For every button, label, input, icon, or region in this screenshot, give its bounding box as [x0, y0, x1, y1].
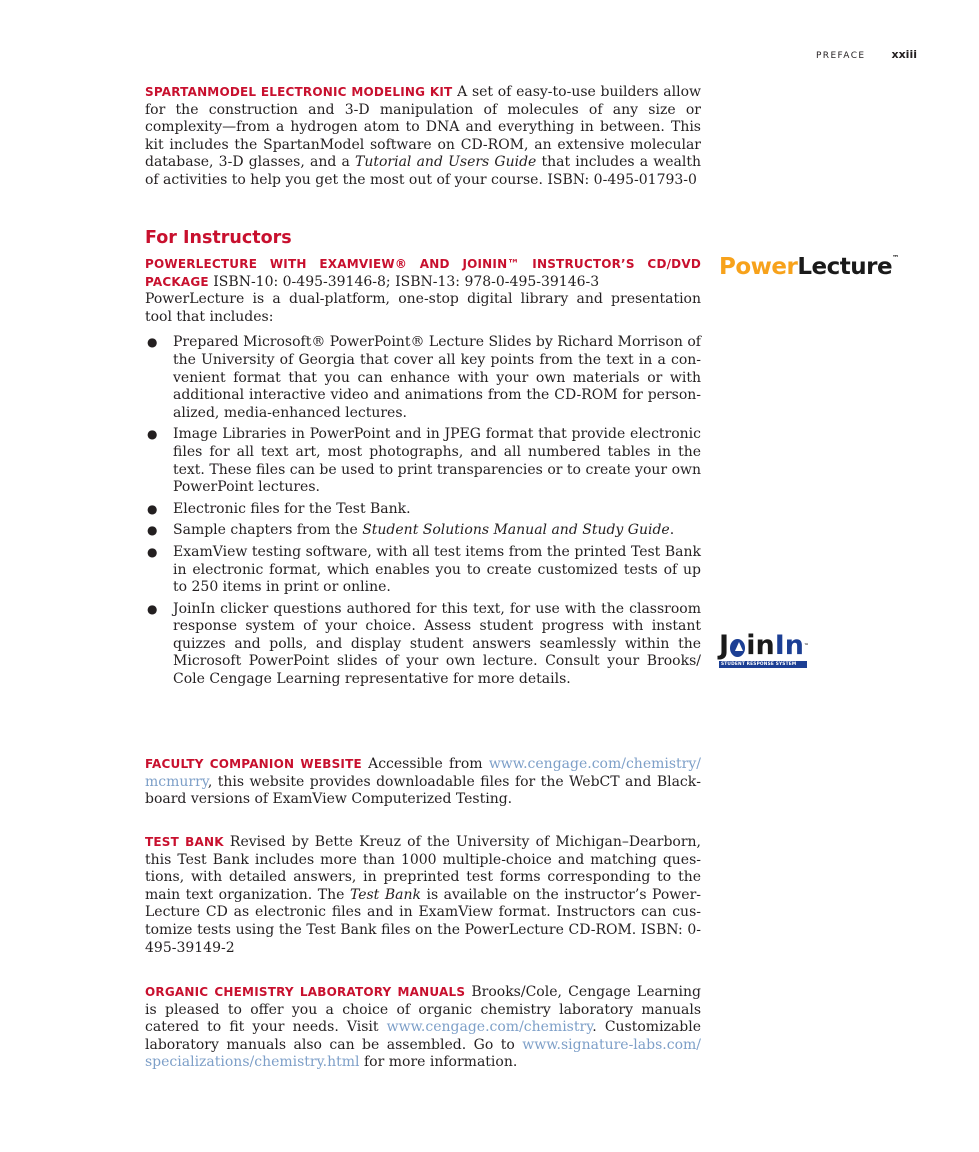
lab-manuals-text-2: . Customizable laboratory manuals also can be assembled. Go to — [145, 1019, 701, 1053]
powerlecture-logo — [719, 254, 899, 280]
list-item — [145, 501, 701, 519]
running-head — [816, 48, 917, 61]
list-item — [145, 334, 701, 422]
running-head-label: PREFACE — [815, 51, 866, 61]
joinin-logo-tagline: STUDENT RESPONSE SYSTEM — [719, 661, 807, 668]
joinin-logo-In: In — [774, 630, 804, 661]
lab-manuals-section — [145, 984, 701, 1072]
powerlecture-logo-tm: ™ — [892, 254, 899, 262]
faculty-website-lead: FACULTY COMPANION WEBSITE — [145, 757, 362, 771]
bullet-icon: ● — [147, 601, 158, 616]
powerlecture-title-paragraph — [145, 256, 701, 291]
list-item — [145, 601, 701, 689]
list-item-text: Prepared Microsoft® PowerPoint® Lecture Slides by Richard Morrison of the University of Georgia that cover all key points from the text in a convenient format that you can enhance with your own materials or with additional interactive video and animations from the CD-ROM for personalized, media-enhanced lectures. — [173, 334, 701, 421]
list-item-text: Image Libraries in PowerPoint and in JPEG format that provide electronic files for all text art, most photographs, and all numbered tables in the text. These files can be used to print transparencies or to create your own PowerPoint lectures. — [173, 426, 701, 496]
lab-manuals-text-1: Brooks/Cole, Cengage Learning is pleased to offer you a choice of organic chemistry laboratory manuals catered to fit your needs. Visit — [145, 984, 701, 1036]
lab-manuals-lead: ORGANIC CHEMISTRY LABORATORY MANUALS — [145, 985, 466, 999]
faculty-website-text-2: , this website provides downloadable files for the WebCT and Blackboard versions of ExamView Computerized Testing. — [145, 773, 701, 808]
lab-manuals-text-3: for more information. — [359, 1054, 518, 1071]
spartanmodel-paragraph — [145, 84, 701, 190]
signature-labs-link[interactable]: www.signature-labs.com/​specializations/chemistry.html — [145, 1036, 701, 1071]
powerlecture-isbn: ISBN-10: 0-495-39146-8; ISBN-13: 978-0-495-39146-3 — [208, 273, 600, 290]
list-item-text: JoinIn clicker questions authored for this text, for use with the classroom response system of your choice. Assess student progress with instant quizzes and polls, and display student answers seamlessly within the Microsoft PowerPoint slides of your own lecture. Consult your Brooks/​Cole Cengage Learning representative for more details. — [173, 600, 701, 688]
bullet-icon: ● — [147, 544, 158, 559]
powerlecture-intro: PowerLecture is a dual-platform, one-stop digital library and presentation tool that includes: — [145, 291, 701, 325]
faculty-website-section — [145, 756, 701, 809]
powerlecture-logo-lecture: Lecture — [797, 254, 893, 280]
page-number: xxiii — [891, 48, 917, 61]
study-guide-title: Student Solutions Manual and Study Guide — [362, 522, 670, 539]
faculty-website-text-1: Accessible from — [361, 756, 489, 772]
bullet-icon: ● — [147, 335, 158, 350]
test-bank-text-2: is available on the instructor’s PowerLecture CD as electronic files and in ExamView format. Instructors can customize tests using the Test Bank files on the PowerLecture CD-ROM. ISBN: 0-495-39149-2 — [145, 886, 702, 956]
list-item — [145, 426, 701, 496]
for-instructors-heading: For Instructors — [145, 228, 292, 248]
list-item — [145, 544, 701, 597]
bullet-icon: ● — [147, 523, 158, 538]
joinin-logo — [719, 632, 809, 668]
test-bank-section — [145, 834, 701, 957]
test-bank-paragraph — [145, 834, 701, 957]
list-item-text: ExamView testing software, with all test items from the printed Test Bank in electronic format, which enables you to create customized tests of up to 250 items in print or online. — [173, 543, 701, 596]
faculty-website-link[interactable]: www.cengage.com/chemistry/​mcmurry — [145, 756, 701, 790]
spartanmodel-lead: SPARTANMODEL ELECTRONIC MODELING KIT — [145, 85, 453, 99]
bullet-icon: ● — [147, 427, 158, 442]
faculty-website-paragraph — [145, 756, 701, 809]
spartanmodel-guide-title: Tutorial and Users Guide — [355, 154, 537, 171]
joinin-logo-j: J — [719, 630, 730, 661]
list-item-text: Electronic files for the Test Bank. — [173, 500, 411, 517]
joinin-logo-o-icon — [730, 639, 745, 657]
list-item-text-pre: Sample chapters from the — [173, 522, 363, 539]
powerlecture-section — [145, 256, 701, 693]
list-item — [145, 522, 701, 540]
powerlecture-logo-power: Power — [719, 254, 798, 280]
joinin-logo-tm: ™ — [804, 643, 809, 649]
spartanmodel-text-2: that includes a wealth of activities to help you get the most out of your course. ISBN: 0-495-01793-0 — [145, 154, 701, 188]
powerlecture-lead: POWERLECTURE WITH EXAMVIEW® AND JOININ™ INSTRUCTOR’S CD/DVD PACKAGE — [145, 257, 701, 289]
list-item-text-post: . — [669, 522, 675, 539]
test-bank-text-1: Revised by Bette Kreuz of the University of Michigan–Dearborn, this Test Bank includes more than 1000 multiple-choice and matching questions, with detailed answers, in preprinted test forms corresponding to the main text organization. The — [145, 834, 702, 903]
cengage-chemistry-link[interactable]: www.cengage.com/chemistry — [386, 1019, 593, 1036]
joinin-logo-wordmark — [719, 632, 809, 660]
lab-manuals-paragraph — [145, 984, 701, 1072]
powerlecture-feature-list — [145, 334, 701, 688]
test-bank-lead: TEST BANK — [145, 835, 224, 849]
test-bank-title: Test Bank — [349, 886, 421, 903]
joinin-logo-in: in — [746, 630, 775, 661]
spartanmodel-text-1: A set of easy-to-use builders allow for the construction and 3-D manipulation of molecules of any size or complexity—from a hydrogen atom to DNA and everything in between. This kit includes the SpartanModel software on CD-ROM, an extensive molecular database, 3-D glasses, and a — [145, 84, 701, 171]
spartanmodel-section — [145, 84, 701, 190]
bullet-icon: ● — [147, 501, 158, 516]
